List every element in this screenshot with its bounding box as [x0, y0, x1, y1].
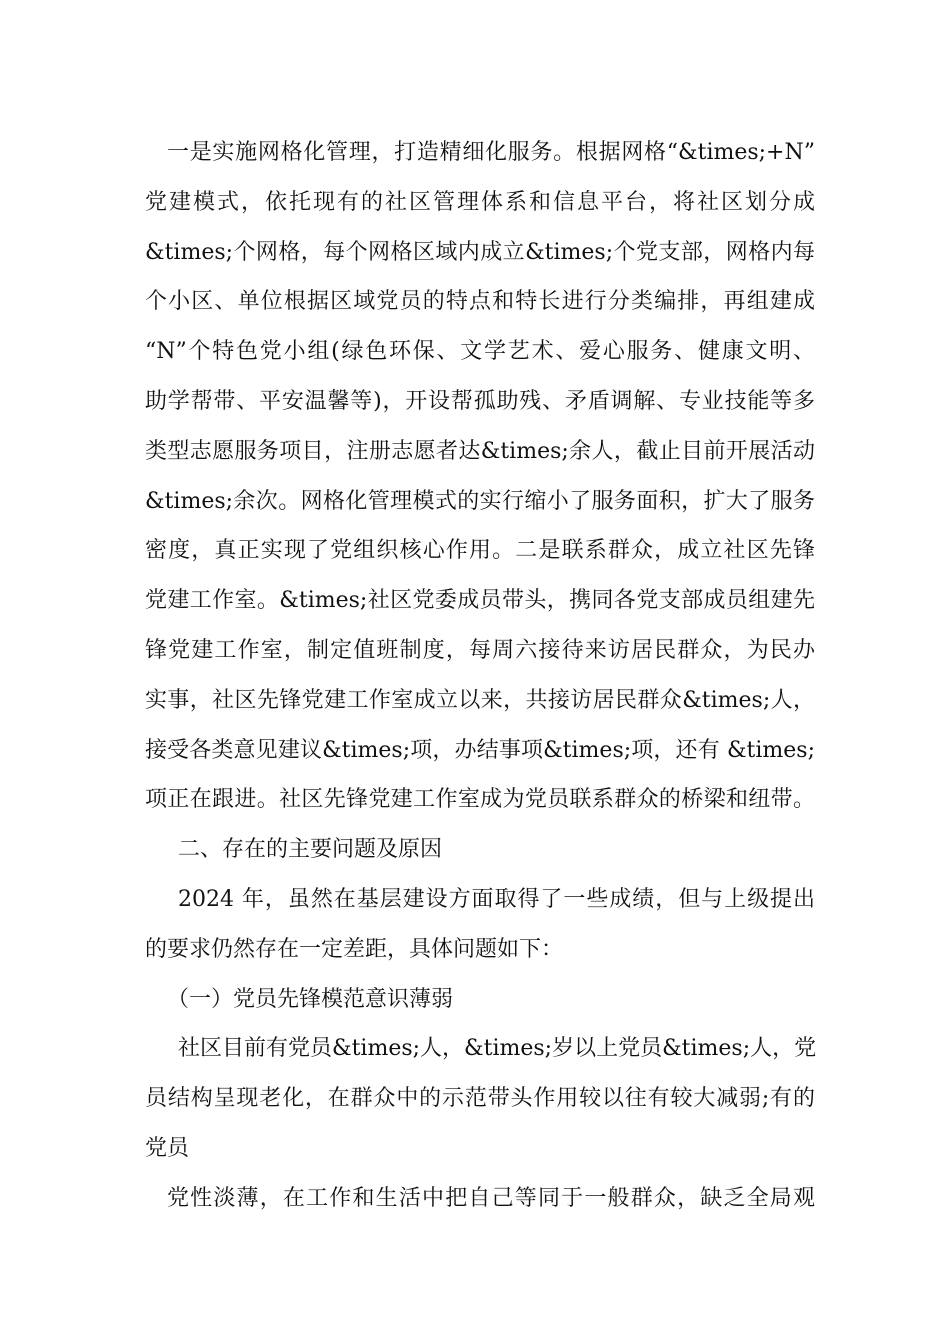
- section-heading: 二、存在的主要问题及原因: [178, 837, 443, 863]
- text-line: 项正在跟进。社区先锋党建工作室成为党员联系群众的桥梁和纽带。: [145, 787, 815, 813]
- text-line: 2024 年，虽然在基层建设方面取得了一些成绩，但与上级提出: [178, 886, 815, 912]
- text-line: 实事，社区先锋党建工作室成立以来，共接访居民群众&times;人，: [145, 687, 815, 713]
- paragraph-party-members: [145, 1024, 815, 1173]
- text-line: 助学帮带、平安温馨等)，开设帮孤助残、矛盾调解、专业技能等多: [145, 388, 815, 414]
- text-line: 社区目前有党员&times;人，&times;岁以上党员&times;人，党: [178, 1036, 817, 1062]
- paragraph-party-spirit: [145, 1174, 815, 1224]
- text-line: &times;余次。网格化管理模式的实行缩小了服务面积，扩大了服务: [145, 488, 815, 514]
- text-line: 密度，真正实现了党组织核心作用。二是联系群众，成立社区先锋: [145, 538, 815, 564]
- text-line: 一是实施网格化管理，打造精细化服务。根据网格“&times;+N”: [167, 140, 815, 165]
- text-line: 锋党建工作室，制定值班制度，每周六接待来访居民群众，为民办: [145, 637, 815, 663]
- text-line: 党建模式，依托现有的社区管理体系和信息平台，将社区划分成: [145, 189, 815, 215]
- text-line: 的要求仍然存在一定差距，具体问题如下：: [145, 936, 564, 962]
- text-line: “N”个特色党小组(绿色环保、文学艺术、爱心服务、健康文明、: [145, 339, 815, 365]
- text-line: 党员: [145, 1135, 190, 1161]
- text-line: &times;个网格，每个网格区域内成立&times;个党支部，网格内每: [145, 239, 815, 265]
- paragraph-grid-management: [145, 128, 815, 825]
- text-line: 党性淡薄，在工作和生活中把自己等同于一般群众，缺乏全局观: [167, 1185, 815, 1211]
- text-line: 类型志愿服务项目，注册志愿者达&times;余人，截止目前开展活动: [145, 438, 815, 464]
- text-line: 员结构呈现老化，在群众中的示范带头作用较以往有较大减弱;有的: [145, 1086, 815, 1112]
- text-line: 党建工作室。&times;社区党委成员带头，携同各党支部成员组建先: [145, 588, 815, 614]
- subsection-heading: （一）党员先锋模范意识薄弱: [167, 986, 454, 1012]
- text-line: 接受各类意见建议&times;项，办结事项&times;项，还有 &times;: [145, 737, 815, 763]
- document-body: [145, 128, 815, 1224]
- paragraph-intro-problems: [145, 875, 815, 975]
- text-line: 个小区、单位根据区域党员的特点和特长进行分类编排，再组建成: [145, 289, 815, 315]
